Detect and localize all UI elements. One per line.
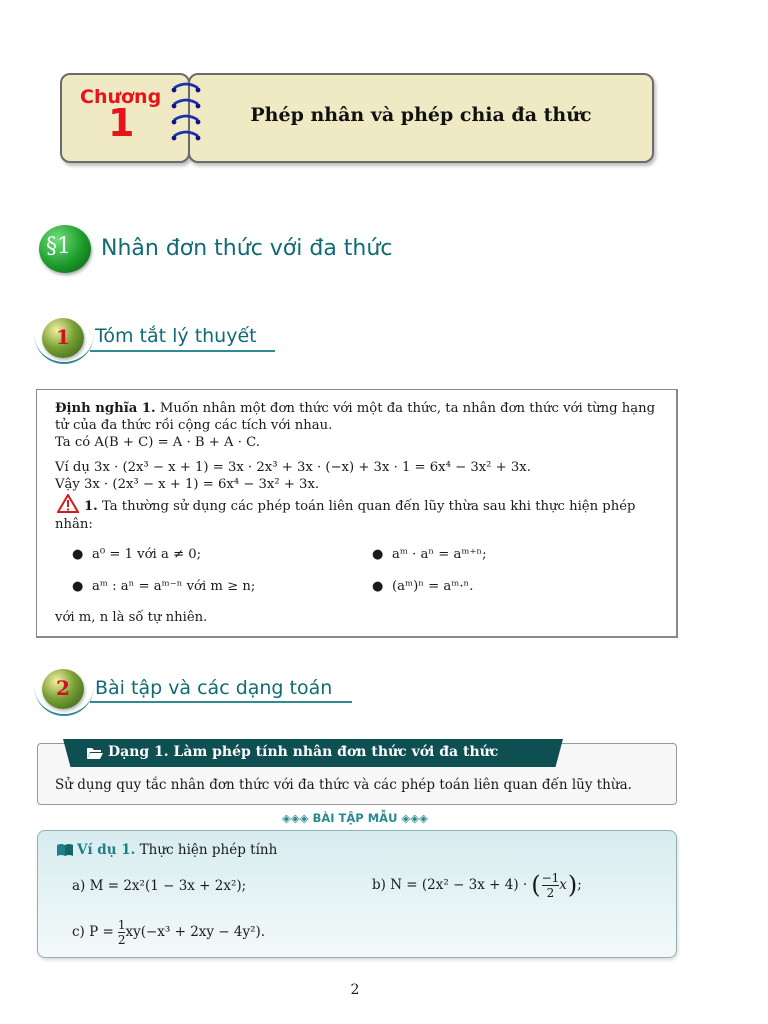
section-title: Nhân đơn thức với đa thức	[101, 236, 393, 261]
example-part-a: a) M = 2x²(1 − 3x + 2x²);	[72, 878, 247, 894]
note-line-2: nhân:	[55, 517, 93, 532]
part-c-prefix: c) P =	[72, 923, 114, 940]
chapter-title: Phép nhân và phép chia đa thức	[250, 104, 592, 126]
note-text: Ta thường sử dụng các phép toán liên quan đến lũy thừa sau khi thực hiện phép	[101, 499, 636, 514]
definition-line-1	[55, 400, 665, 417]
section-number: §1	[46, 234, 71, 259]
fraction-numerator: 1	[117, 917, 126, 932]
part-b-fraction	[542, 871, 560, 900]
note-line-1	[84, 498, 664, 515]
part-c-fraction	[118, 918, 126, 947]
subsection-number: 2	[56, 676, 70, 700]
bullet-icon: ●	[372, 547, 384, 562]
definition-text: Muốn nhân một đơn thức với một đa thức, ta nhân đơn thức với từng hạng	[159, 401, 656, 416]
fraction-denominator: 2	[117, 932, 126, 947]
fraction-numerator: −1	[541, 870, 560, 885]
bullet-icon: ●	[72, 547, 84, 562]
note-label: 1.	[84, 499, 98, 514]
sample-exercises-heading	[0, 811, 710, 825]
example-label: Ví dụ 1.	[77, 842, 136, 858]
conclusion-line: Vậy 3x · (2x³ − x + 1) = 6x⁴ − 3x² + 3x.	[55, 477, 320, 492]
bullet-icon: ●	[372, 579, 384, 594]
example-heading	[77, 842, 277, 859]
distributive-line: Ta có A(B + C) = A · B + A · C.	[55, 435, 260, 450]
book-icon	[56, 843, 74, 857]
bullet-icon: ●	[72, 579, 84, 594]
subsection-underline	[90, 701, 352, 703]
warning-icon	[57, 494, 79, 513]
semicolon: ;	[577, 876, 582, 893]
rule-item: (aᵐ)ⁿ = aᵐ·ⁿ.	[392, 579, 474, 594]
rule-item: aᵐ : aⁿ = aᵐ⁻ⁿ với m ≥ n;	[92, 579, 256, 594]
part-c-expression: xy(−x³ + 2xy − 4y²).	[125, 923, 266, 940]
chapter-number: 1	[108, 101, 135, 145]
fraction-denominator: 2	[542, 885, 560, 900]
subsection-title: Tóm tắt lý thuyết	[95, 325, 257, 347]
paren-close: )	[567, 870, 578, 899]
part-b-prefix: b) N = (2x² − 3x + 4) ·	[372, 876, 528, 893]
ornament-icon: ◈◈◈	[397, 811, 428, 825]
folder-open-icon	[86, 746, 104, 760]
page-number: 2	[350, 982, 360, 998]
example-intro: Thực hiện phép tính	[139, 842, 278, 858]
chapter-word: Chương	[80, 86, 162, 108]
part-b-variable: x	[559, 876, 567, 893]
paren-open: (	[531, 870, 541, 899]
dang-title: Dạng 1. Làm phép tính nhân đơn thức với đa thức	[108, 744, 499, 760]
example-part-c	[72, 915, 265, 949]
subsection-underline	[90, 350, 275, 352]
definition-line-2: tử của đa thức rồi cộng các tích với nhau.	[55, 418, 333, 433]
dang-text: Sử dụng quy tắc nhân đơn thức với đa thức và các phép toán liên quan đến lũy thừa.	[55, 777, 632, 793]
definition-label: Định nghĩa 1.	[55, 401, 156, 416]
subsection-title: Bài tập và các dạng toán	[95, 677, 333, 699]
subsection-number: 1	[56, 325, 70, 349]
example-part-b	[372, 868, 582, 902]
rule-item: a⁰ = 1 với a ≠ 0;	[92, 547, 202, 562]
example-line: Ví dụ 3x · (2x³ − x + 1) = 3x · 2x³ + 3x · (−x) + 3x · 1 = 6x⁴ − 3x² + 3x.	[55, 460, 531, 475]
sample-exercises-label: BÀI TẬP MẪU	[312, 811, 398, 825]
rule-item: aᵐ · aⁿ = aᵐ⁺ⁿ;	[392, 547, 487, 562]
closing-line: với m, n là số tự nhiên.	[55, 610, 208, 625]
ornament-icon: ◈◈◈	[282, 811, 313, 825]
